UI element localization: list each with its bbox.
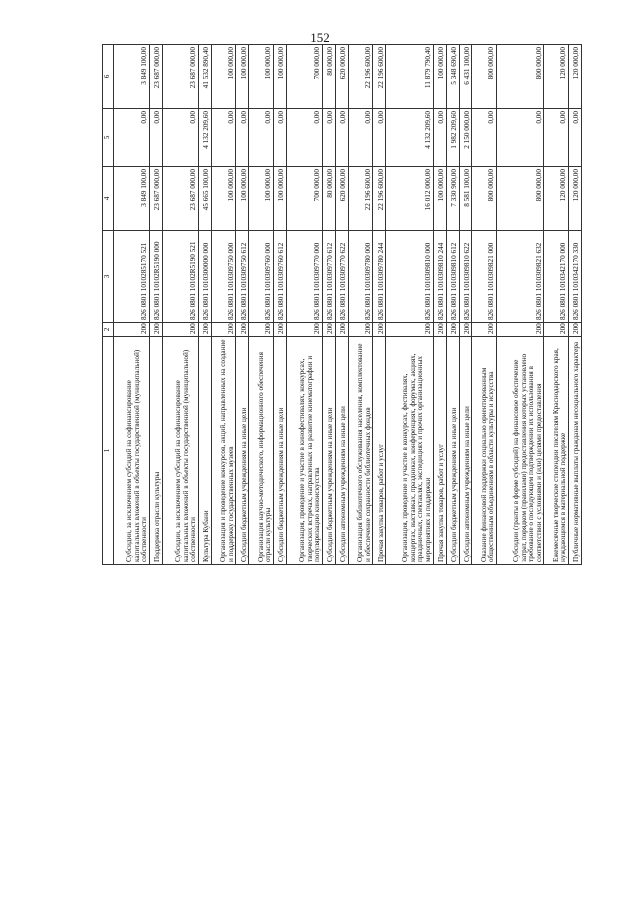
table-row [322,45,335,565]
cell-c3: 826 0801 1010309810 244 [433,231,446,323]
cell-c3: 826 0801 10102R5190 521 [162,231,198,323]
cell-name: Прочая закупка товаров, работ и услуг [433,337,446,565]
cell-c4: 16 012 000,00 [386,167,433,231]
cell-name: Поддержка отрасли культуры [149,337,162,565]
cell-c5: 0,00 [286,109,322,167]
cell-c2: 200 [386,323,433,337]
table-row [273,45,286,565]
cell-name: Субсидии автономным учреждениям на иные цели [335,337,348,565]
cell-c4: 800 000,00 [496,167,543,231]
cell-c3: 826 0801 1010309780 000 [348,231,372,323]
cell-c5: 0,00 [322,109,335,167]
cell-name: Организация, проведение и участие в конкурсах, фестивалях, концертах, выставках, праздниках, конференциях, форумах, акциях, праздничных, спектаклях, экспедициях и прочих организационных мероприятиях и поддержки [386,337,433,565]
cell-c5: 0,00 [348,109,372,167]
cell-c5: 0,00 [273,109,286,167]
cell-c4: 45 665 100,00 [198,167,211,231]
cell-c3: 826 0801 1010309750 000 [211,231,235,323]
cell-name: Субсидии, за исключением субсидий на софинансирование капитальных вложений в объекты государственной (муниципальной) собственности [162,337,198,565]
cell-c2: 200 [198,323,211,337]
cell-c3: 826 0801 1010309780 244 [373,231,386,323]
cell-c2: 200 [114,323,150,337]
cell-c4: 22 196 600,00 [348,167,372,231]
cell-name: Культура Кубани [198,337,211,565]
cell-c3: 826 0801 1010309760 612 [273,231,286,323]
cell-c3: 826 0801 1010309810 612 [446,231,459,323]
cell-c4: 23 687 000,00 [162,167,198,231]
cell-c4: 100 000,00 [433,167,446,231]
cell-c4: 7 330 900,00 [446,167,459,231]
cell-c2: 200 [249,323,273,337]
cell-c6: 6 431 100,00 [459,45,472,109]
cell-c3: 826 0801 1010309770 612 [322,231,335,323]
cell-c5: 0,00 [373,109,386,167]
cell-c3: 826 0801 1010309821 632 [496,231,543,323]
header-col-3: 3 [103,231,114,323]
cell-name: Оказание финансовой поддержки социально ориентированным общественным объединениям в области культуры и искусства [472,337,496,565]
cell-c6: 800 000,00 [472,45,496,109]
cell-c6: 22 196 600,00 [373,45,386,109]
table-row [249,45,273,565]
table-row [236,45,249,565]
cell-c2: 200 [544,323,568,337]
table-row [433,45,446,565]
header-col-4: 4 [103,167,114,231]
cell-c6: 700 000,00 [286,45,322,109]
cell-c6: 800 000,00 [496,45,543,109]
cell-c5: 0,00 [162,109,198,167]
table-row [211,45,235,565]
cell-c6: 23 687 000,00 [149,45,162,109]
cell-name: Ежемесячные творческие стипендии писателям Краснодарского края, нуждающимся в материальной поддержке [544,337,568,565]
cell-c4: 3 849 100,00 [114,167,150,231]
rotated-table-container [102,45,582,565]
cell-c4: 23 687 000,00 [149,167,162,231]
cell-c6: 100 000,00 [273,45,286,109]
cell-c4: 100 000,00 [211,167,235,231]
cell-name: Публичные нормативные выплаты гражданам несоциального характера [568,337,581,565]
table-row [335,45,348,565]
cell-name: Субсидии, за исключением субсидий на софинансирование капитальных вложений в объекты государственной (муниципальной) собственности [114,337,150,565]
cell-c2: 200 [236,323,249,337]
cell-c4: 700 000,00 [286,167,322,231]
cell-c5: 0,00 [149,109,162,167]
cell-c3: 826 0801 1010342170 000 [544,231,568,323]
cell-c2: 200 [433,323,446,337]
cell-c6: 120 000,00 [568,45,581,109]
cell-c6: 11 879 790,40 [386,45,433,109]
cell-c6: 3 849 100,00 [114,45,150,109]
table-row [446,45,459,565]
cell-c5: 0,00 [433,109,446,167]
cell-c3: 826 0801 1010342170 330 [568,231,581,323]
cell-c3: 826 0801 1010309810 622 [459,231,472,323]
cell-c5: 0,00 [472,109,496,167]
header-col-2: 2 [103,323,114,337]
cell-c5: 4 132 209,60 [386,109,433,167]
cell-name: Организация научно-методического, информационного обеспечения отрасли культуры [249,337,273,565]
cell-name: Субсидии (гранты в форме субсидий) на финансовое обеспечение затрат, порядком (правилами) предоставления которых установлено требование о последующем подтверждении их использования в соответствии с условиями и (или) целями предоставления [496,337,543,565]
cell-c2: 200 [162,323,198,337]
cell-name: Субсидии бюджетным учреждениям на иные цели [273,337,286,565]
cell-c4: 100 000,00 [236,167,249,231]
cell-c4: 8 581 100,00 [459,167,472,231]
cell-c4: 100 000,00 [249,167,273,231]
cell-c3: 826 0801 1010309750 612 [236,231,249,323]
cell-c2: 200 [446,323,459,337]
cell-c5: 0,00 [544,109,568,167]
cell-c2: 200 [348,323,372,337]
cell-c4: 800 000,00 [472,167,496,231]
cell-c5: 0,00 [236,109,249,167]
cell-name: Субсидии бюджетным учреждениям на иные цели [236,337,249,565]
cell-c5: 0,00 [568,109,581,167]
cell-c6: 100 000,00 [211,45,235,109]
cell-c4: 120 000,00 [568,167,581,231]
cell-c3: 826 0801 1010309770 622 [335,231,348,323]
cell-c3: 826 0801 1010300000 000 [198,231,211,323]
page-number: 152 [310,30,330,45]
cell-c6: 80 000,00 [322,45,335,109]
cell-c2: 200 [322,323,335,337]
table-row [162,45,198,565]
header-col-6: 6 [103,45,114,109]
cell-c2: 200 [568,323,581,337]
cell-c5: 0,00 [335,109,348,167]
cell-c5: 0,00 [114,109,150,167]
cell-c2: 200 [373,323,386,337]
table-row [496,45,543,565]
table-row [459,45,472,565]
table-row [373,45,386,565]
table-row [544,45,568,565]
cell-c4: 620 000,00 [335,167,348,231]
cell-c6: 22 196 600,00 [348,45,372,109]
cell-c6: 100 000,00 [433,45,446,109]
cell-c5: 4 132 209,60 [198,109,211,167]
cell-c3: 826 0801 1010309760 000 [249,231,273,323]
cell-c2: 200 [496,323,543,337]
cell-c2: 200 [472,323,496,337]
cell-c5: 1 982 209,60 [446,109,459,167]
cell-name: Прочая закупка товаров, работ и услуг [373,337,386,565]
cell-name: Организация, проведение и участие в кинофестивалях, конкурсах, творческих встречах, направленных на развитие кинематографии и популяризацию киноискусства [286,337,322,565]
cell-c2: 200 [286,323,322,337]
cell-c3: 826 0801 1010309821 000 [472,231,496,323]
table-row [386,45,433,565]
cell-c6: 620 000,00 [335,45,348,109]
cell-name: Субсидии автономным учреждениям на иные цели [459,337,472,565]
cell-c2: 200 [273,323,286,337]
cell-name: Организация библиотечного обслуживания населения, комплектование и обеспечение сохранности библиотечных фондов [348,337,372,565]
header-col-5: 5 [103,109,114,167]
cell-name: Организация и проведение конкурсов, акций, направленных на создание и поддержку государственных музеев [211,337,235,565]
cell-c4: 80 000,00 [322,167,335,231]
cell-c5: 2 150 000,00 [459,109,472,167]
cell-c6: 100 000,00 [236,45,249,109]
cell-name: Субсидии бюджетным учреждениям на иные цели [322,337,335,565]
cell-c3: 826 0801 1010309770 000 [286,231,322,323]
header-row [103,45,114,565]
cell-c4: 22 196 600,00 [373,167,386,231]
cell-c2: 200 [335,323,348,337]
cell-c3: 826 0801 1010309810 000 [386,231,433,323]
table-body [114,45,582,565]
cell-c3: 826 0801 10102R5190 000 [149,231,162,323]
table-row [568,45,581,565]
cell-c6: 100 000,00 [249,45,273,109]
budget-table [102,44,582,565]
cell-c6: 41 532 890,40 [198,45,211,109]
header-col-1: 1 [103,337,114,565]
cell-c4: 120 000,00 [544,167,568,231]
cell-c3: 826 0801 1010285170 521 [114,231,150,323]
table-row [149,45,162,565]
cell-name: Субсидии бюджетным учреждениям на иные цели [446,337,459,565]
cell-c4: 100 000,00 [273,167,286,231]
cell-c2: 200 [211,323,235,337]
cell-c6: 23 687 000,00 [162,45,198,109]
cell-c5: 0,00 [211,109,235,167]
table-row [114,45,150,565]
table-row [472,45,496,565]
cell-c6: 120 000,00 [544,45,568,109]
cell-c5: 0,00 [496,109,543,167]
cell-c2: 200 [459,323,472,337]
table-row [348,45,372,565]
cell-c6: 5 348 690,40 [446,45,459,109]
table-row [198,45,211,565]
cell-c2: 200 [149,323,162,337]
table-row [286,45,322,565]
cell-c5: 0,00 [249,109,273,167]
